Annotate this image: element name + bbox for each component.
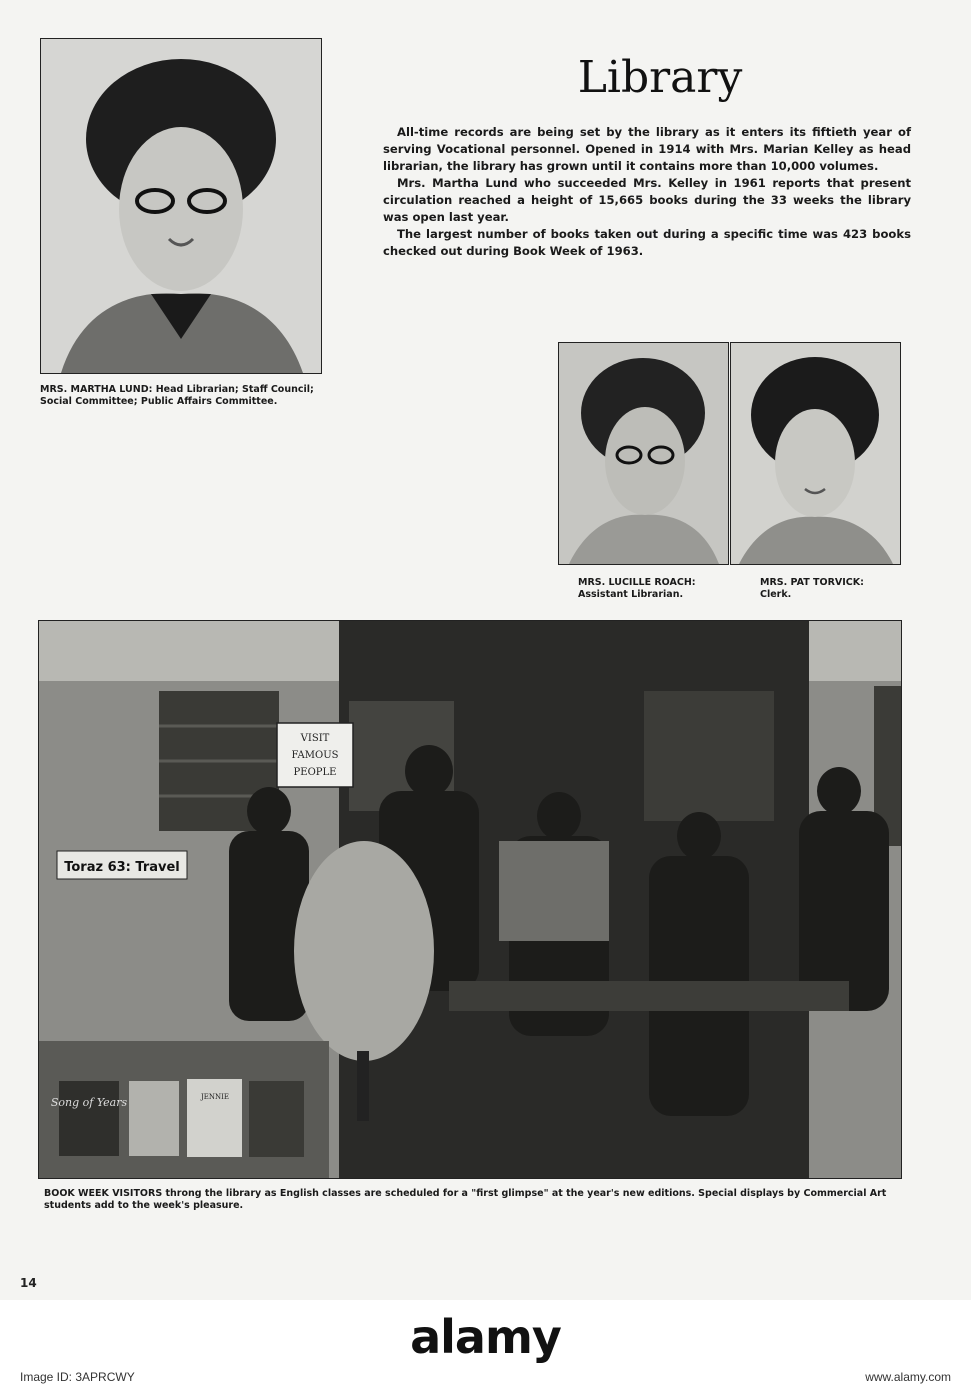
- paragraph: The largest number of books taken out during a specific time was 423 books checked out during Book Week of 1963.: [383, 227, 911, 258]
- caption-book-week: [44, 1188, 904, 1212]
- article-body: [383, 124, 911, 260]
- page-title: Library: [577, 52, 743, 103]
- paragraph: Mrs. Martha Lund who succeeded Mrs. Kelley in 1961 reports that present circulation reached a height of 15,665 books during the 33 weeks the library was open last year.: [383, 176, 911, 224]
- portrait-pat-torvick: [730, 342, 901, 565]
- portrait-martha-lund: [40, 38, 322, 374]
- caption-name: MRS. PAT TORVICK:: [760, 577, 864, 588]
- caption-martha-lund: [40, 384, 320, 408]
- caption-text: Assistant Librarian.: [578, 589, 684, 600]
- sign-visit-line2: FAMOUS: [291, 750, 339, 761]
- caption-name: MRS. MARTHA LUND:: [40, 384, 153, 395]
- watermark-bar: [0, 1300, 971, 1390]
- sign-visit-line1: VISIT: [300, 733, 330, 744]
- page-number: 14: [20, 1276, 37, 1290]
- caption-name: MRS. LUCILLE ROACH:: [578, 577, 696, 588]
- caption-text: Clerk.: [760, 589, 792, 600]
- paragraph: All-time records are being set by the library as it enters its fiftieth year of serving Vocational personnel. Opened in 1914 with Mrs. Marian Kelley as head librarian, the library has grown until it contains more than 10,000 volumes.: [383, 125, 911, 173]
- photo-book-week-visitors: [38, 620, 902, 1179]
- alamy-logo: alamy: [410, 1310, 561, 1364]
- sign-visit-line3: PEOPLE: [293, 767, 337, 778]
- sign-travel: Toraz 63: Travel: [64, 860, 180, 875]
- portrait-lucille-roach: [558, 342, 729, 565]
- book-song-of-years: Song of Years: [50, 1096, 128, 1109]
- caption-pat-torvick: [760, 577, 900, 601]
- caption-lead: BOOK WEEK VISITORS: [44, 1188, 163, 1199]
- site-url: www.alamy.com: [865, 1370, 951, 1384]
- book-portrait-of-jennie: JENNIE: [200, 1093, 230, 1101]
- caption-text: Head Librarian; Staff Council; Social Committee; Public Affairs Committee.: [40, 384, 314, 407]
- image-id: Image ID: 3APRCWY: [20, 1370, 135, 1384]
- caption-text: throng the library as English classes are scheduled for a "first glimpse" at the year's new editions. Special displays by Commercial Art students add to the week's pleasure.: [44, 1188, 887, 1211]
- caption-lucille-roach: [578, 577, 728, 601]
